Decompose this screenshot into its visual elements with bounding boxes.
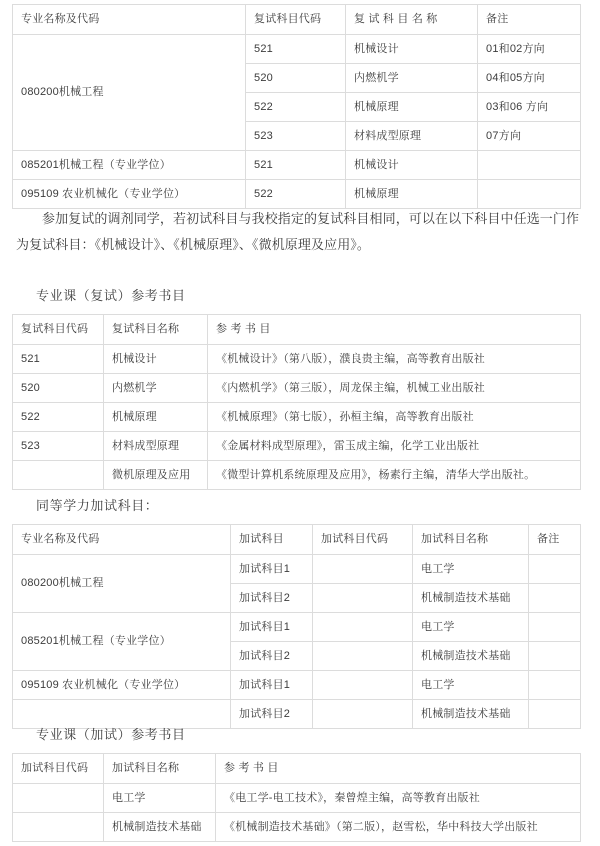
column-header-major: 专业名称及代码 (13, 525, 231, 555)
cell-note: 03和06 方向 (478, 93, 581, 122)
cell-note (529, 700, 581, 729)
cell-extra-subject: 加试科目1 (231, 613, 313, 642)
cell-extra-name: 机械制造技术基础 (413, 584, 529, 613)
cell-note: 07方向 (478, 122, 581, 151)
cell-extra-subject: 加试科目2 (231, 700, 313, 729)
cell-major: 085201机械工程（专业学位） (13, 151, 246, 180)
cell-major: 080200机械工程 (13, 35, 246, 151)
column-header-extra-code: 加试科目代码 (13, 754, 104, 784)
table-row (13, 784, 581, 813)
cell-subject-code: 520 (13, 374, 104, 403)
cell-subject-name: 机械原理 (104, 403, 208, 432)
cell-extra-code (313, 584, 413, 613)
cell-subject-code (13, 461, 104, 490)
cell-subject-code: 521 (246, 35, 346, 64)
heading-jiashi-reference-books: 专业课（加试）参考书目 (36, 727, 186, 742)
column-header-major: 专业名称及代码 (13, 5, 246, 35)
cell-note: 01和02方向 (478, 35, 581, 64)
cell-reference-book: 《金属材料成型原理》，雷玉成主编，化学工业出版社 (208, 432, 581, 461)
cell-major: 095109 农业机械化（专业学位） (13, 180, 246, 209)
cell-extra-name: 机械制造技术基础 (104, 813, 216, 842)
cell-reference-book: 《机械制造技术基础》（第二版），赵雪松，华中科技大学出版社 (216, 813, 581, 842)
table-row (13, 432, 581, 461)
column-header-extra-code: 加试科目代码 (313, 525, 413, 555)
table-header-row (13, 315, 581, 345)
column-header-extra-name: 加试科目名称 (413, 525, 529, 555)
table-row (13, 813, 581, 842)
cell-note (529, 584, 581, 613)
cell-subject-name: 内燃机学 (346, 64, 478, 93)
cell-extra-code (13, 813, 104, 842)
cell-subject-name: 机械设计 (104, 345, 208, 374)
cell-subject-code: 523 (246, 122, 346, 151)
column-header-note: 备注 (478, 5, 581, 35)
cell-subject-name: 微机原理及应用 (104, 461, 208, 490)
cell-reference-book: 《微型计算机系统原理及应用》，杨素行主编，清华大学出版社。 (208, 461, 581, 490)
cell-subject-code: 521 (13, 345, 104, 374)
table-row (13, 180, 581, 209)
cell-subject-name: 机械设计 (346, 151, 478, 180)
cell-extra-name: 机械制造技术基础 (413, 700, 529, 729)
cell-extra-subject: 加试科目2 (231, 642, 313, 671)
table-row (13, 461, 581, 490)
table-row (13, 555, 581, 584)
column-header-extra-name: 加试科目名称 (104, 754, 216, 784)
cell-major: 095109 农业机械化（专业学位） (13, 671, 231, 700)
cell-extra-name: 机械制造技术基础 (413, 642, 529, 671)
column-header-subject-name: 复试科目名称 (104, 315, 208, 345)
cell-note (478, 151, 581, 180)
cell-subject-code: 520 (246, 64, 346, 93)
table-header-row (13, 525, 581, 555)
table-row (13, 403, 581, 432)
table-tongdeng-xueli-subjects (12, 524, 581, 729)
cell-major: 080200机械工程 (13, 555, 231, 613)
cell-note (529, 671, 581, 700)
table-header-row (13, 754, 581, 784)
cell-subject-code: 522 (13, 403, 104, 432)
table-row (13, 345, 581, 374)
table-row (13, 613, 581, 642)
table-row (13, 671, 581, 700)
cell-reference-book: 《机械设计》（第八版），濮良贵主编，高等教育出版社 (208, 345, 581, 374)
cell-note (478, 180, 581, 209)
table-row (13, 35, 581, 64)
cell-reference-book: 《机械原理》（第七版），孙桓主编，高等教育出版社 (208, 403, 581, 432)
cell-reference-book: 《电工学-电工技术》，秦曾煌主编，高等教育出版社 (216, 784, 581, 813)
cell-note (529, 642, 581, 671)
column-header-reference-book: 参 考 书 目 (216, 754, 581, 784)
column-header-reference-book: 参 考 书 目 (208, 315, 581, 345)
cell-subject-code: 523 (13, 432, 104, 461)
column-header-subject-name: 复 试 科 目 名 称 (346, 5, 478, 35)
cell-extra-subject: 加试科目1 (231, 555, 313, 584)
cell-note (529, 613, 581, 642)
heading-tongdeng-xueli-subjects: 同等学力加试科目： (36, 498, 159, 513)
cell-subject-name: 机械原理 (346, 93, 478, 122)
cell-subject-code: 522 (246, 180, 346, 209)
cell-subject-name: 机械原理 (346, 180, 478, 209)
cell-extra-name: 电工学 (413, 613, 529, 642)
cell-extra-name: 电工学 (413, 671, 529, 700)
cell-reference-book: 《内燃机学》（第三版），周龙保主编，机械工业出版社 (208, 374, 581, 403)
cell-extra-code (313, 555, 413, 584)
table-row (13, 374, 581, 403)
table-fushi-reference-books (12, 314, 581, 490)
column-header-subject-code: 复试科目代码 (13, 315, 104, 345)
column-header-subject-code: 复试科目代码 (246, 5, 346, 35)
cell-note (529, 555, 581, 584)
cell-subject-name: 机械设计 (346, 35, 478, 64)
column-header-note: 备注 (529, 525, 581, 555)
cell-extra-subject: 加试科目1 (231, 671, 313, 700)
cell-note: 04和05方向 (478, 64, 581, 93)
column-header-extra-subject: 加试科目 (231, 525, 313, 555)
cell-extra-code (313, 700, 413, 729)
cell-major: 085201机械工程（专业学位） (13, 613, 231, 671)
table-row (13, 151, 581, 180)
heading-fushi-reference-books: 专业课（复试）参考书目 (36, 288, 186, 303)
cell-extra-code (313, 642, 413, 671)
table-header-row (13, 5, 581, 35)
cell-subject-code: 522 (246, 93, 346, 122)
cell-subject-code: 521 (246, 151, 346, 180)
cell-extra-subject: 加试科目2 (231, 584, 313, 613)
cell-extra-code (313, 671, 413, 700)
cell-subject-name: 材料成型原理 (104, 432, 208, 461)
cell-extra-name: 电工学 (104, 784, 216, 813)
cell-extra-name: 电工学 (413, 555, 529, 584)
cell-subject-name: 内燃机学 (104, 374, 208, 403)
cell-subject-name: 材料成型原理 (346, 122, 478, 151)
cell-extra-code (313, 613, 413, 642)
paragraph-transfer-students: 参加复试的调剂同学，若初试科目与我校指定的复试科目相同，可以在以下科目中任选一门作为复试科目：《机械设计》、《机械原理》、《微机原理及应用》。 (16, 211, 580, 252)
cell-extra-code (13, 784, 104, 813)
table-fushi-subjects (12, 4, 581, 209)
table-jiashi-reference-books (12, 753, 581, 842)
